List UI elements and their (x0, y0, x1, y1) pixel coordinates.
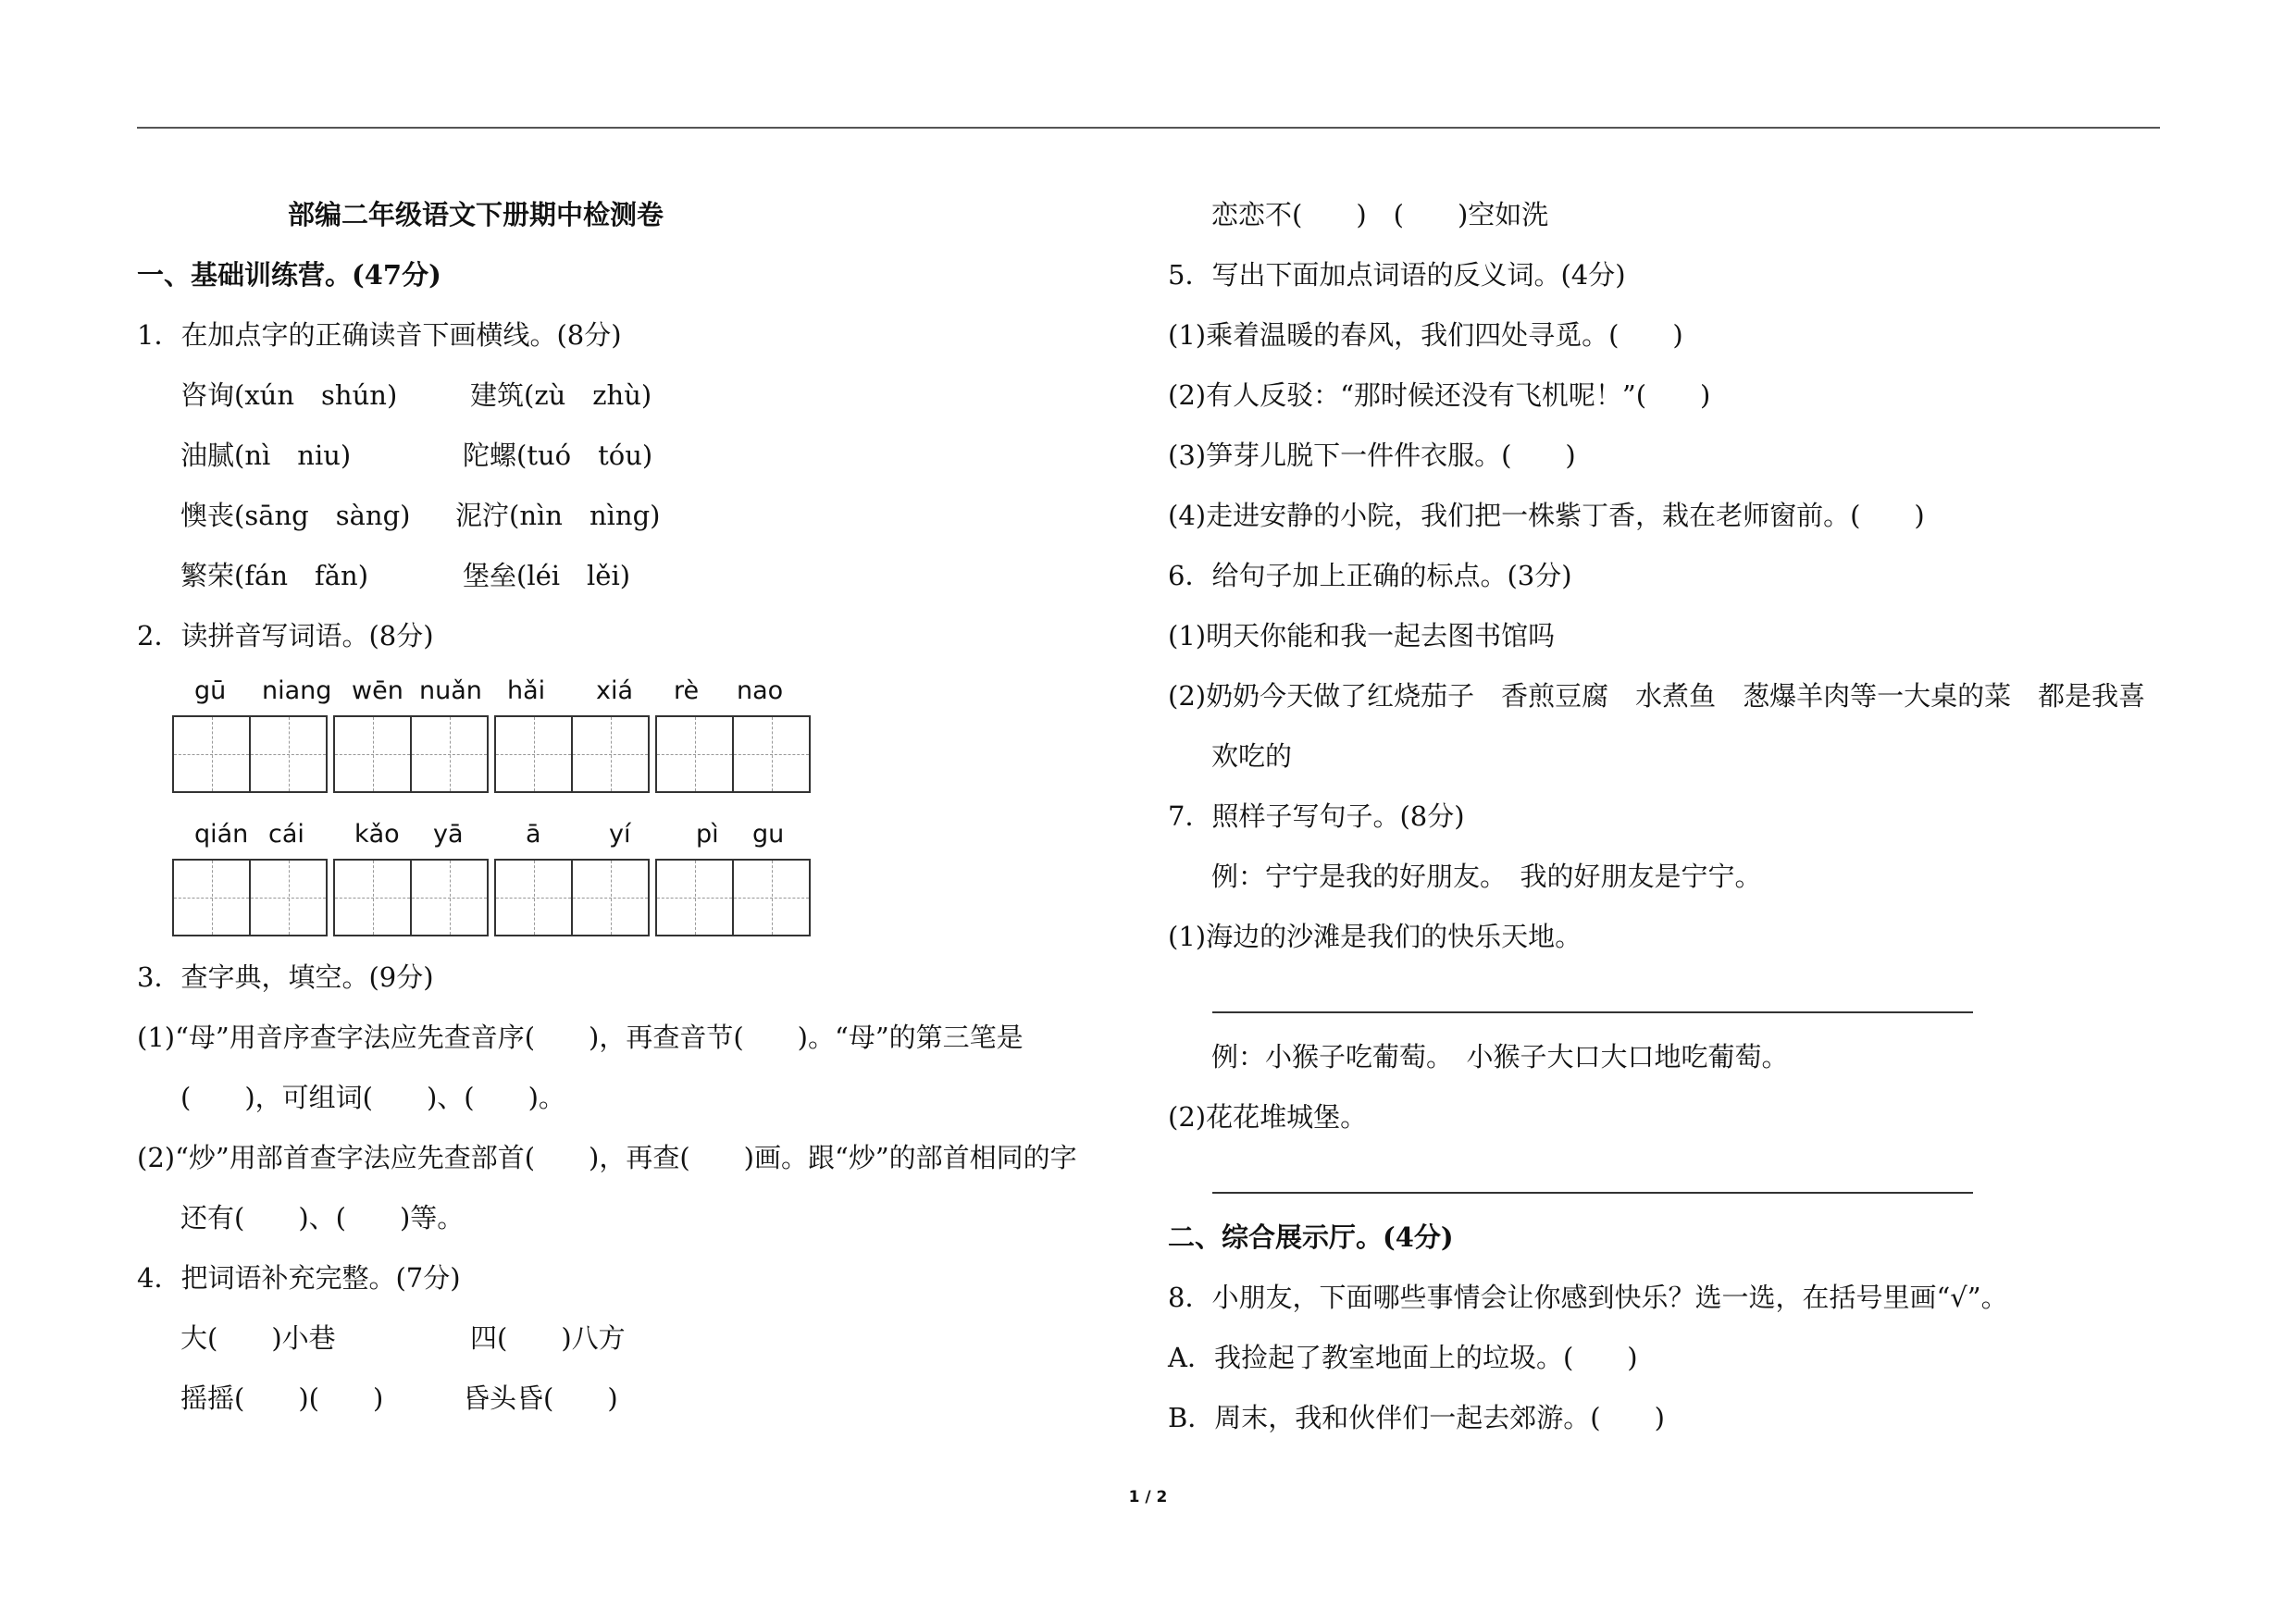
q5-item: (1)乘着温暖的春风，我们四处寻觅。( ) (1168, 319, 1683, 351)
writing-box[interactable] (655, 859, 811, 936)
pinyin-row-1: gū niang wēn nuǎn hǎi xiá rè nao (194, 676, 784, 705)
writing-box[interactable] (333, 859, 489, 936)
page-title: 部编二年级语文下册期中检测卷 (288, 199, 664, 230)
q1-row: 咨询(xún shún) 建筑(zù zhù) (180, 379, 652, 411)
writing-box[interactable] (655, 715, 811, 793)
section-2-heading: 二、综合展示厅。(4分) (1168, 1221, 1454, 1253)
q3-part2-line1: (2)“炒”用部首查字法应先查部首( )，再查( )画。跟“炒”的部首相同的字 (137, 1142, 1077, 1173)
q5-item: (2)有人反驳：“那时候还没有飞机呢！”( ) (1168, 379, 1711, 411)
question-4: 4．把词语补充完整。(7分) (137, 1262, 461, 1294)
question-2: 2．读拼音写词语。(8分) (137, 620, 434, 651)
q5-item: (3)笋芽儿脱下一件件衣服。( ) (1168, 440, 1576, 471)
q1-row: 懊丧(sāng sàng) 泥泞(nìn nìng) (180, 500, 661, 531)
q7-item-2: (2)花花堆城堡。 (1168, 1101, 1368, 1133)
question-3: 3．查字典，填空。(9分) (137, 961, 434, 993)
writing-grid-row-2 (137, 859, 1155, 948)
q4-continued: 恋恋不( ) ( )空如洗 (1211, 199, 1549, 230)
q5-item: (4)走进安静的小院，我们把一株紫丁香，栽在老师窗前。( ) (1168, 500, 1925, 531)
left-column (137, 185, 1155, 1429)
answer-line[interactable] (1168, 1147, 2177, 1208)
question-1: 1．在加点字的正确读音下画横线。(8分) (137, 319, 622, 351)
question-5: 5．写出下面加点词语的反义词。(4分) (1168, 259, 1626, 291)
q8-option-b: B．周末，我和伙伴们一起去郊游。( ) (1168, 1402, 1665, 1433)
q6-item-2-cont: 欢吃的 (1211, 740, 1293, 772)
q4-row: 摇摇( )( ) 昏头昏( ) (180, 1382, 618, 1414)
question-6: 6．给句子加上正确的标点。(3分) (1168, 560, 1572, 591)
q7-example-1: 例：宁宁是我的好朋友。 我的好朋友是宁宁。 (1211, 861, 1762, 892)
writing-grid-row-1 (137, 715, 1155, 810)
q7-item-1: (1)海边的沙滩是我们的快乐天地。 (1168, 921, 1582, 952)
page-number: 1 / 2 (1128, 1488, 1168, 1506)
section-1-heading: 一、基础训练营。(47分) (137, 259, 441, 291)
question-8: 8．小朋友，下面哪些事情会让你感到快乐？选一选，在括号里画“√”。 (1168, 1282, 2008, 1313)
right-column (1168, 185, 2177, 1448)
writing-box[interactable] (333, 715, 489, 793)
q4-row: 大( )小巷 四( )八方 (180, 1322, 626, 1354)
writing-box[interactable] (172, 859, 328, 936)
q1-row: 繁荣(fán fǎn) 堡垒(léi lěi) (180, 560, 631, 591)
question-7: 7．照样子写句子。(8分) (1168, 800, 1465, 832)
q8-option-a: A．我捡起了教室地面上的垃圾。( ) (1168, 1342, 1638, 1373)
q1-row: 油腻(nì niu) 陀螺(tuó tóu) (180, 440, 653, 471)
writing-box[interactable] (494, 859, 650, 936)
answer-line[interactable] (1168, 967, 2177, 1027)
q6-item-2: (2)奶奶今天做了红烧茄子 香煎豆腐 水煮鱼 葱爆羊肉等一大桌的菜 都是我喜 (1168, 680, 2146, 712)
writing-box[interactable] (494, 715, 650, 793)
q6-item-1: (1)明天你能和我一起去图书馆吗 (1168, 620, 1556, 651)
writing-box[interactable] (172, 715, 328, 793)
q7-example-2: 例：小猴子吃葡萄。 小猴子大口大口地吃葡萄。 (1211, 1041, 1789, 1072)
header-rule (137, 127, 2160, 129)
q3-part1-line2: ( )，可组词( )、( )。 (180, 1082, 565, 1113)
q3-part2-line2: 还有( )、( )等。 (180, 1202, 465, 1233)
pinyin-row-2: qián cái kǎo yā ā yí pì gu (194, 820, 785, 849)
q3-part1-line1: (1)“母”用音序查字法应先查音序( )，再查音节( )。“母”的第三笔是 (137, 1022, 1024, 1053)
